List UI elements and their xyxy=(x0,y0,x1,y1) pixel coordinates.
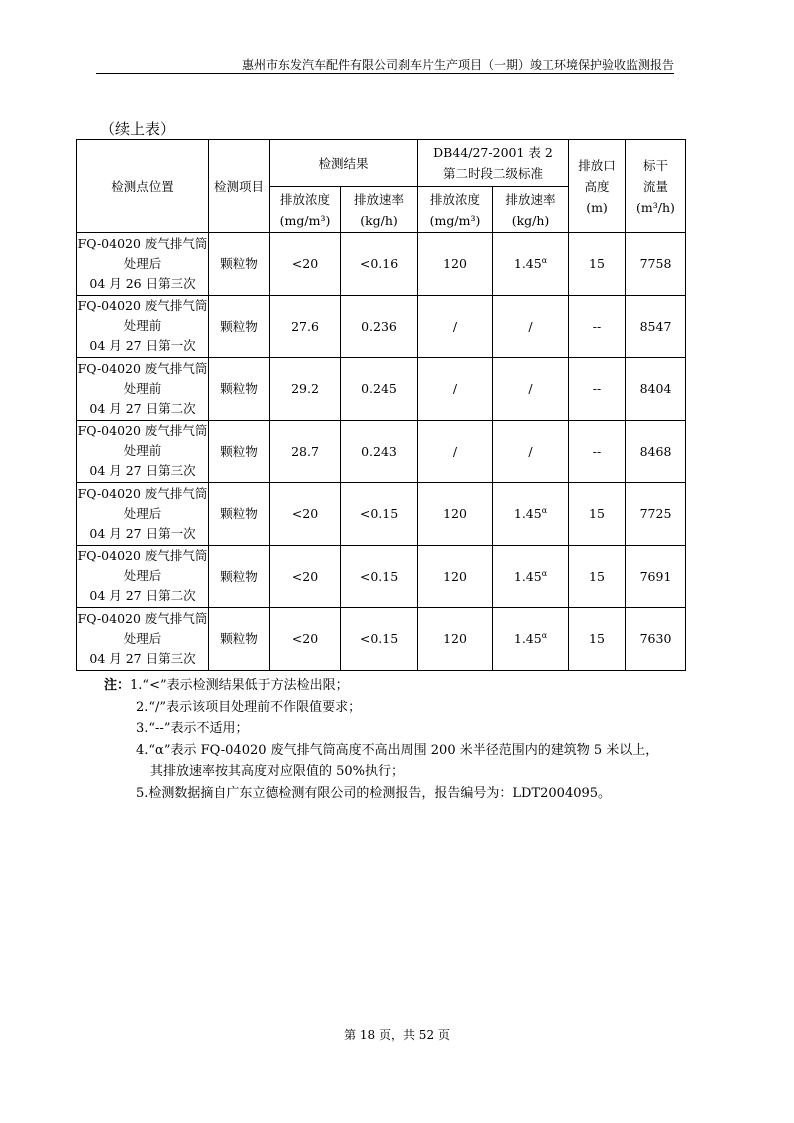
table-row xyxy=(77,295,686,358)
cell-std-rate xyxy=(493,420,569,483)
cell-location-line2: 处理前 xyxy=(123,380,162,396)
table-row xyxy=(77,358,686,421)
cell-location xyxy=(77,420,209,483)
cell-std-rate xyxy=(493,358,569,421)
alpha-mark: α xyxy=(541,631,548,641)
cell-rate: 0.243 xyxy=(341,420,418,483)
table-row xyxy=(77,233,686,296)
cell-location-line3: 04 月 27 日第三次 xyxy=(89,650,196,666)
cell-std-rate-value: / xyxy=(528,318,533,334)
cell-height: 15 xyxy=(569,608,626,671)
cell-std-rate-value: 1.45 xyxy=(513,568,542,584)
header-standard-conc-label: 排放浓度 xyxy=(429,191,480,207)
note-5: 5.检测数据摘自广东立德检测有限公司的检测报告，报告编号为：LDT2004095。 xyxy=(136,785,612,801)
cell-item: 颗粒物 xyxy=(209,295,270,358)
table-row xyxy=(77,545,686,608)
cell-location-line2: 处理前 xyxy=(123,318,162,334)
cell-location-line3: 04 月 27 日第二次 xyxy=(89,400,196,416)
cell-location xyxy=(77,295,209,358)
cell-item: 颗粒物 xyxy=(209,358,270,421)
header-result-conc-label: 排放浓度 xyxy=(279,191,330,207)
cell-conc: <20 xyxy=(270,545,341,608)
cell-rate: <0.15 xyxy=(341,608,418,671)
note-2: 2.“/”表示该项目处理前不作限值要求； xyxy=(136,699,362,715)
header-standard-line2: 第二时段二级标准 xyxy=(442,166,543,181)
cell-rate: 0.236 xyxy=(341,295,418,358)
note-1: 1.“<”表示检测结果低于方法检出限； xyxy=(130,678,349,693)
header-height-line1: 排放口 xyxy=(578,157,616,173)
cell-conc: 27.6 xyxy=(270,295,341,358)
cell-flow: 7758 xyxy=(626,233,686,296)
header-location: 检测点位置 xyxy=(77,140,209,233)
cell-location xyxy=(77,233,209,296)
cell-location-line3: 04 月 27 日第二次 xyxy=(89,588,196,604)
cell-rate: 0.245 xyxy=(341,358,418,421)
cell-std-rate-value: / xyxy=(528,381,533,397)
cell-std-rate-value: 1.45 xyxy=(513,506,542,522)
report-header: 惠州市东发汽车配件有限公司刹车片生产项目（一期）竣工环境保护验收监测报告 xyxy=(96,58,674,74)
header-standard-conc-unit: (mg/m³) xyxy=(429,212,481,228)
cell-std-rate-value: / xyxy=(528,443,533,459)
cell-location-line3: 04 月 27 日第一次 xyxy=(89,525,196,541)
note-4a: 4.“α”表示 FQ-04020 废气排气筒高度不高出周围 200 米半径范围内的建筑物 5 米以上， xyxy=(136,742,659,758)
cell-item: 颗粒物 xyxy=(209,608,270,671)
cell-location-line1: FQ-04020 废气排气筒 xyxy=(77,610,208,626)
header-result-rate xyxy=(341,187,418,233)
alpha-mark: α xyxy=(541,568,548,578)
cell-std-rate-value: 1.45 xyxy=(513,256,542,272)
cell-location-line1: FQ-04020 废气排气筒 xyxy=(77,360,208,376)
cell-height: -- xyxy=(569,358,626,421)
cell-flow: 8468 xyxy=(626,420,686,483)
alpha-mark: α xyxy=(541,256,548,266)
cell-std-conc: / xyxy=(418,420,493,483)
cell-height: 15 xyxy=(569,233,626,296)
cell-location-line3: 04 月 27 日第三次 xyxy=(89,463,196,479)
cell-flow: 7691 xyxy=(626,545,686,608)
cell-flow: 8547 xyxy=(626,295,686,358)
cell-flow: 7630 xyxy=(626,608,686,671)
cell-item: 颗粒物 xyxy=(209,545,270,608)
cell-rate: <0.16 xyxy=(341,233,418,296)
cell-conc: <20 xyxy=(270,483,341,546)
header-flow-line2: 流量 xyxy=(642,178,668,194)
cell-location-line2: 处理后 xyxy=(123,630,162,646)
header-standard xyxy=(418,140,569,187)
cell-std-rate xyxy=(493,608,569,671)
header-standard-rate-label: 排放速率 xyxy=(505,191,556,207)
cell-std-conc: 120 xyxy=(418,233,493,296)
cell-location-line2: 处理后 xyxy=(123,255,162,271)
cell-location-line2: 处理后 xyxy=(123,568,162,584)
cell-location-line2: 处理前 xyxy=(123,443,162,459)
cell-conc: <20 xyxy=(270,233,341,296)
cell-location xyxy=(77,608,209,671)
table-row xyxy=(77,483,686,546)
header-height-line2: 高度 xyxy=(584,178,610,194)
cell-location-line1: FQ-04020 废气排气筒 xyxy=(77,485,208,501)
cell-height: -- xyxy=(569,420,626,483)
cell-rate: <0.15 xyxy=(341,545,418,608)
cell-height: 15 xyxy=(569,545,626,608)
header-standard-rate-unit: (kg/h) xyxy=(511,212,550,228)
header-standard-conc xyxy=(418,187,493,233)
cell-std-rate xyxy=(493,545,569,608)
table-row xyxy=(77,608,686,671)
alpha-mark: α xyxy=(541,506,548,516)
cell-location xyxy=(77,483,209,546)
header-flow xyxy=(626,140,686,233)
cell-height: -- xyxy=(569,295,626,358)
header-height xyxy=(569,140,626,233)
cell-location xyxy=(77,545,209,608)
notes-label: 注： xyxy=(104,678,131,693)
cell-std-conc: / xyxy=(418,358,493,421)
cell-height: 15 xyxy=(569,483,626,546)
cell-location-line1: FQ-04020 废气排气筒 xyxy=(77,423,208,439)
cell-location-line3: 04 月 26 日第三次 xyxy=(89,275,196,291)
cell-location xyxy=(77,358,209,421)
cell-item: 颗粒物 xyxy=(209,420,270,483)
header-result-rate-label: 排放速率 xyxy=(353,191,404,207)
cell-location-line3: 04 月 27 日第一次 xyxy=(89,338,196,354)
page-number: 第 18 页，共 52 页 xyxy=(344,1028,450,1042)
cell-std-rate xyxy=(493,483,569,546)
header-result-conc-unit: (mg/m³) xyxy=(279,212,331,228)
cell-std-conc: / xyxy=(418,295,493,358)
cell-item: 颗粒物 xyxy=(209,483,270,546)
cell-location-line1: FQ-04020 废气排气筒 xyxy=(77,298,208,314)
cell-rate: <0.15 xyxy=(341,483,418,546)
notes xyxy=(104,675,658,804)
header-standard-rate xyxy=(493,187,569,233)
header-flow-line1: 标干 xyxy=(642,157,668,173)
cell-std-conc: 120 xyxy=(418,545,493,608)
monitoring-table xyxy=(76,139,686,671)
note-1-row xyxy=(104,675,658,697)
cell-flow: 8404 xyxy=(626,358,686,421)
header-flow-line3: (m³/h) xyxy=(636,199,675,215)
table-row xyxy=(77,420,686,483)
cell-std-rate xyxy=(493,233,569,296)
continued-label: （续上表） xyxy=(100,120,176,138)
cell-location-line1: FQ-04020 废气排气筒 xyxy=(77,235,208,251)
cell-flow: 7725 xyxy=(626,483,686,546)
note-4b: 其排放速率按其高度对应限值的 50%执行； xyxy=(150,764,405,779)
header-height-line3: (m) xyxy=(586,199,608,215)
header-result-rate-unit: (kg/h) xyxy=(360,212,398,228)
cell-conc: 29.2 xyxy=(270,358,341,421)
cell-conc: 28.7 xyxy=(270,420,341,483)
cell-location-line1: FQ-04020 废气排气筒 xyxy=(77,548,208,564)
header-result: 检测结果 xyxy=(270,140,418,187)
cell-item: 颗粒物 xyxy=(209,233,270,296)
cell-location-line2: 处理后 xyxy=(123,505,162,521)
cell-std-conc: 120 xyxy=(418,483,493,546)
cell-std-rate xyxy=(493,295,569,358)
header-standard-line1: DB44/27-2001 表 2 xyxy=(433,145,553,160)
note-3: 3.“--”表示不适用； xyxy=(136,721,249,736)
cell-conc: <20 xyxy=(270,608,341,671)
header-item: 检测项目 xyxy=(209,140,270,233)
cell-std-conc: 120 xyxy=(418,608,493,671)
cell-std-rate-value: 1.45 xyxy=(513,631,542,647)
header-result-conc xyxy=(270,187,341,233)
